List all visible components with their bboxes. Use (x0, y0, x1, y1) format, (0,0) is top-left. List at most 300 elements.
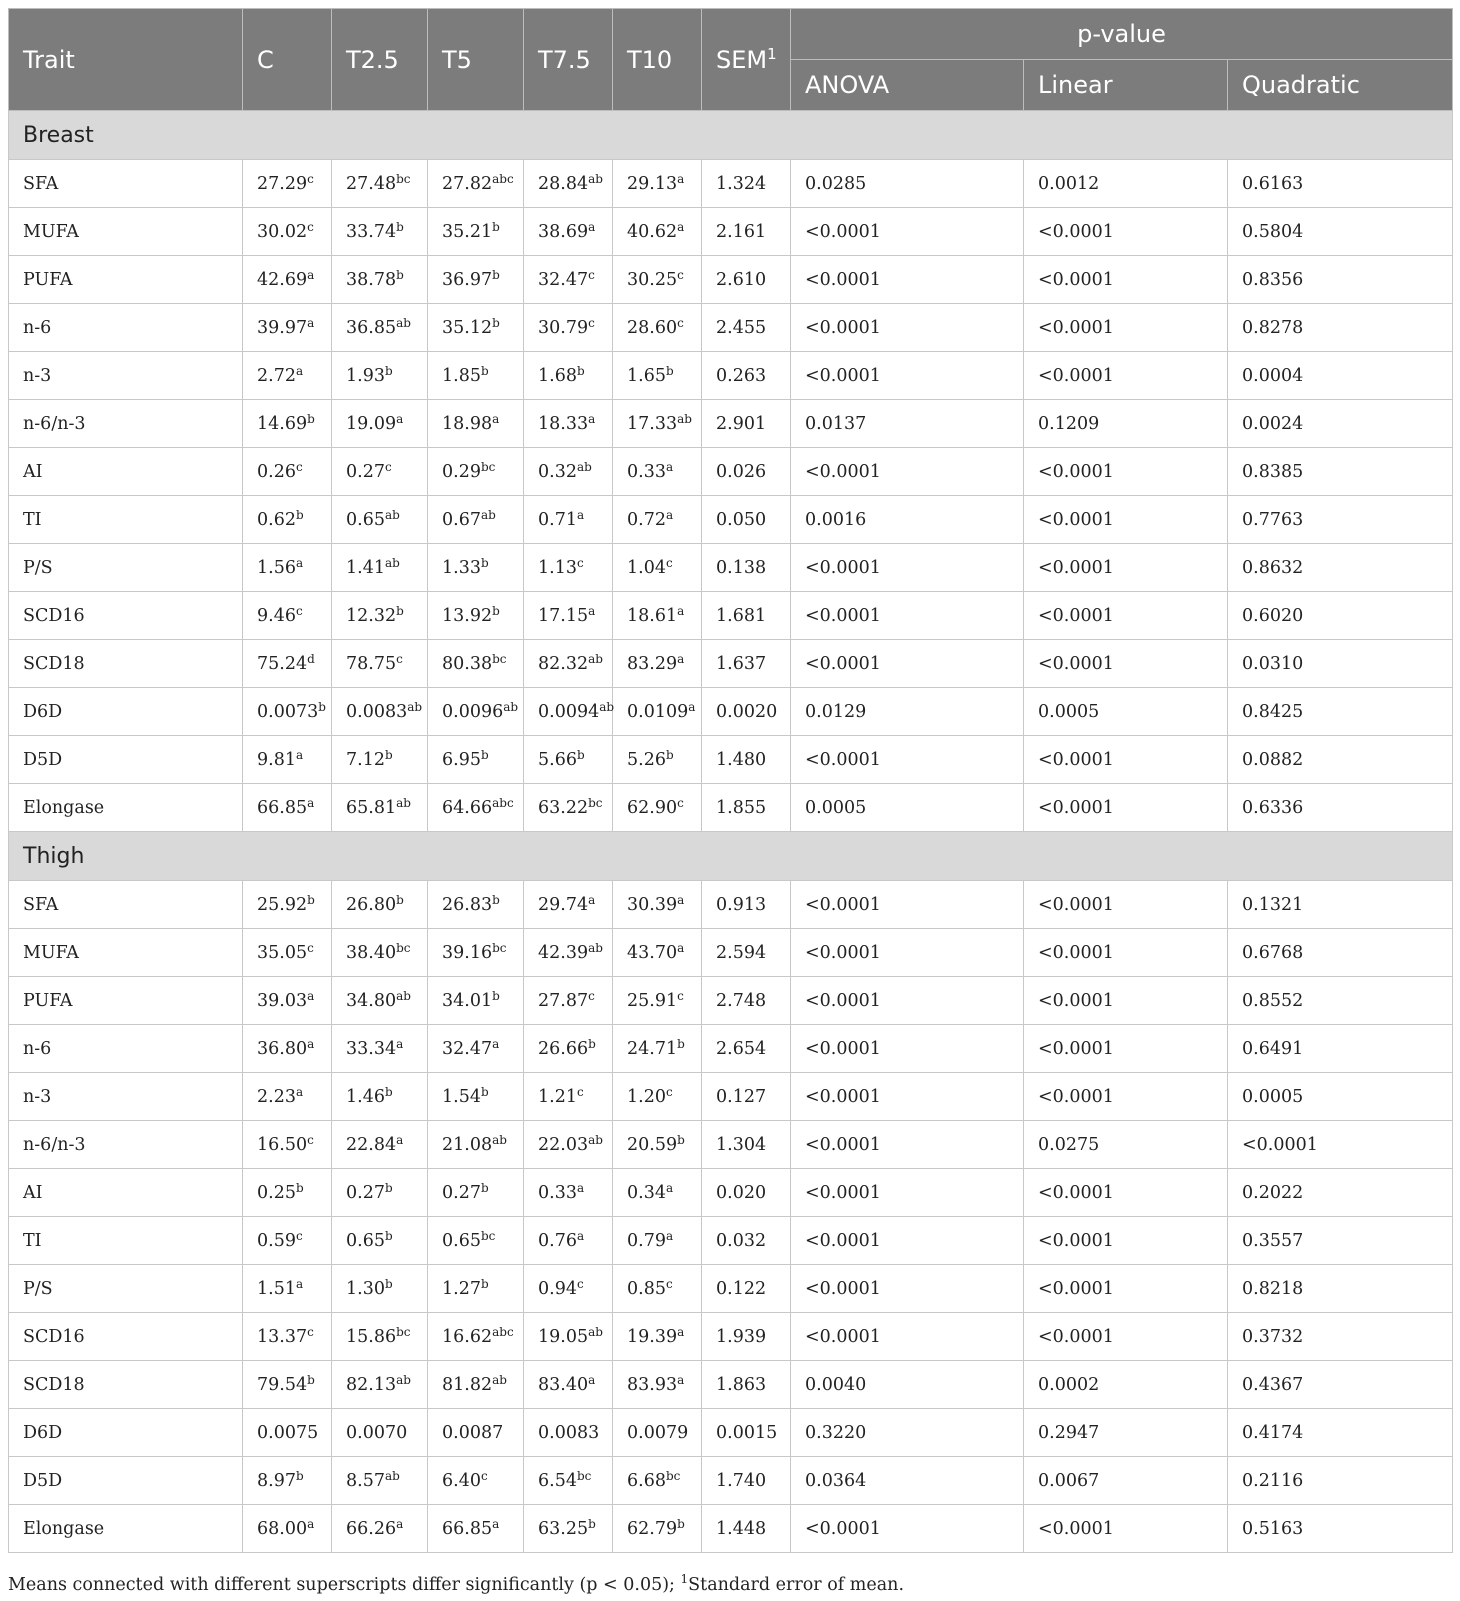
header-group-t2-5: T2.5 (332, 9, 428, 111)
anova-cell: 0.0005 (791, 784, 1024, 832)
mean-cell (428, 208, 524, 256)
significance-superscript: a (688, 699, 696, 714)
mean-value: 36.85 (346, 317, 397, 338)
mean-value: 9.46 (257, 605, 296, 626)
quadratic-cell: 0.8425 (1228, 688, 1453, 736)
mean-cell (428, 1361, 524, 1409)
significance-superscript: b (480, 363, 489, 378)
table-row (9, 1361, 1453, 1409)
table-row (9, 1457, 1453, 1505)
significance-superscript: c (588, 267, 595, 282)
anova-cell: <0.0001 (791, 544, 1024, 592)
table-row (9, 592, 1453, 640)
trait-cell: SCD16 (9, 592, 243, 640)
significance-superscript: c (665, 1276, 673, 1291)
footnote-rest: Standard error of mean. (688, 1574, 905, 1595)
linear-cell: <0.0001 (1024, 448, 1228, 496)
sem-cell: 0.032 (702, 1217, 791, 1265)
sem-cell: 1.480 (702, 736, 791, 784)
mean-cell (524, 160, 613, 208)
significance-superscript: a (396, 411, 404, 426)
mean-cell (524, 929, 613, 977)
table-row (9, 1025, 1453, 1073)
significance-superscript: c (307, 940, 314, 955)
significance-superscript: a (576, 1228, 585, 1243)
mean-cell (332, 1409, 428, 1457)
mean-value: 0.29 (442, 461, 481, 482)
mean-cell (332, 688, 428, 736)
mean-cell (243, 784, 332, 832)
mean-value: 35.05 (257, 942, 308, 963)
significance-superscript: abc (492, 171, 514, 186)
mean-cell (332, 304, 428, 352)
table-row (9, 1313, 1453, 1361)
mean-cell (243, 1457, 332, 1505)
mean-value: 0.62 (257, 509, 296, 530)
mean-cell (243, 1121, 332, 1169)
mean-cell (332, 160, 428, 208)
mean-value: 29.13 (627, 173, 678, 194)
significance-superscript: c (665, 555, 673, 570)
mean-cell (428, 352, 524, 400)
linear-cell: <0.0001 (1024, 256, 1228, 304)
mean-value: 0.34 (627, 1182, 666, 1203)
mean-cell (332, 1073, 428, 1121)
significance-superscript: b (295, 1180, 304, 1195)
mean-cell (332, 448, 428, 496)
mean-cell (613, 256, 702, 304)
trait-cell: AI (9, 448, 243, 496)
header-quadratic: Quadratic (1228, 60, 1453, 111)
mean-value: 6.95 (442, 749, 481, 770)
mean-value: 1.54 (442, 1086, 481, 1107)
mean-value: 66.85 (257, 797, 308, 818)
trait-cell: D6D (9, 1409, 243, 1457)
table-row (9, 1121, 1453, 1169)
significance-superscript: ab (588, 171, 603, 186)
mean-value: 80.38 (442, 653, 493, 674)
mean-value: 0.33 (538, 1182, 577, 1203)
anova-cell: <0.0001 (791, 592, 1024, 640)
mean-value: 40.62 (627, 221, 678, 242)
significance-superscript: a (588, 892, 596, 907)
significance-superscript: a (677, 892, 685, 907)
mean-value: 17.33 (627, 413, 678, 434)
table-row (9, 640, 1453, 688)
mean-cell (524, 640, 613, 688)
table-row (9, 1265, 1453, 1313)
mean-cell (243, 256, 332, 304)
anova-cell: <0.0001 (791, 1073, 1024, 1121)
sem-cell: 2.901 (702, 400, 791, 448)
header-group-t7-5: T7.5 (524, 9, 613, 111)
significance-superscript: a (677, 219, 685, 234)
mean-cell (524, 977, 613, 1025)
mean-cell (243, 1169, 332, 1217)
trait-cell: D5D (9, 1457, 243, 1505)
mean-value: 33.34 (346, 1038, 397, 1059)
significance-superscript: b (384, 363, 393, 378)
trait-cell: D6D (9, 688, 243, 736)
sem-cell: 1.863 (702, 1361, 791, 1409)
significance-superscript: b (480, 1084, 489, 1099)
significance-superscript: bc (396, 940, 411, 955)
mean-cell (524, 592, 613, 640)
mean-cell (243, 881, 332, 929)
significance-superscript: a (677, 171, 685, 186)
mean-value: 83.40 (538, 1374, 589, 1395)
mean-value: 0.76 (538, 1230, 577, 1251)
mean-cell (613, 929, 702, 977)
significance-superscript: ab (396, 988, 411, 1003)
mean-value: 0.26 (257, 461, 296, 482)
mean-cell (613, 688, 702, 736)
mean-value: 83.29 (627, 653, 678, 674)
sem-cell: 0.050 (702, 496, 791, 544)
mean-cell (428, 304, 524, 352)
mean-value: 26.83 (442, 894, 493, 915)
quadratic-cell: 0.1321 (1228, 881, 1453, 929)
mean-value: 9.81 (257, 749, 296, 770)
mean-value: 63.25 (538, 1518, 589, 1539)
mean-value: 16.62 (442, 1326, 493, 1347)
sem-cell: 0.122 (702, 1265, 791, 1313)
mean-value: 27.87 (538, 990, 589, 1011)
mean-cell (243, 160, 332, 208)
significance-superscript: a (677, 651, 685, 666)
mean-cell (428, 1073, 524, 1121)
significance-superscript: b (396, 267, 404, 282)
mean-cell (243, 977, 332, 1025)
mean-cell (243, 304, 332, 352)
significance-superscript: c (295, 1228, 303, 1243)
mean-cell (613, 448, 702, 496)
mean-value: 1.93 (346, 365, 385, 386)
mean-cell (524, 1217, 613, 1265)
mean-cell (524, 256, 613, 304)
mean-cell (243, 208, 332, 256)
significance-superscript: c (307, 219, 314, 234)
significance-superscript: a (492, 411, 500, 426)
linear-cell: <0.0001 (1024, 1505, 1228, 1553)
mean-value: 29.74 (538, 894, 589, 915)
mean-cell (524, 544, 613, 592)
trait-cell: SFA (9, 160, 243, 208)
header-sem-sup: 1 (767, 45, 777, 63)
mean-cell (428, 640, 524, 688)
significance-superscript: ab (396, 1372, 411, 1387)
significance-superscript: a (677, 940, 685, 955)
mean-value: 82.13 (346, 1374, 397, 1395)
sem-cell: 1.304 (702, 1121, 791, 1169)
significance-superscript: a (677, 1372, 685, 1387)
mean-value: 25.92 (257, 894, 308, 915)
mean-value: 0.0109 (627, 701, 689, 722)
significance-superscript: ab (492, 1372, 507, 1387)
significance-superscript: a (492, 1516, 500, 1531)
mean-value: 8.97 (257, 1470, 296, 1491)
trait-cell: n-3 (9, 352, 243, 400)
mean-cell (613, 208, 702, 256)
table-row (9, 977, 1453, 1025)
table-row (9, 736, 1453, 784)
mean-cell (524, 688, 613, 736)
section-row-thigh (9, 832, 1453, 881)
linear-cell: <0.0001 (1024, 784, 1228, 832)
mean-cell (332, 1457, 428, 1505)
mean-cell (613, 352, 702, 400)
significance-superscript: b (492, 219, 500, 234)
trait-cell: PUFA (9, 977, 243, 1025)
mean-cell (524, 1409, 613, 1457)
mean-value: 2.72 (257, 365, 296, 386)
mean-value: 0.94 (538, 1278, 577, 1299)
anova-cell: <0.0001 (791, 1265, 1024, 1313)
mean-cell (428, 977, 524, 1025)
trait-cell: SCD18 (9, 640, 243, 688)
mean-cell (428, 1169, 524, 1217)
mean-value: 1.27 (442, 1278, 481, 1299)
anova-cell: <0.0001 (791, 208, 1024, 256)
trait-cell: SCD16 (9, 1313, 243, 1361)
quadratic-cell: 0.0004 (1228, 352, 1453, 400)
significance-superscript: ab (384, 555, 400, 570)
sem-cell: 2.654 (702, 1025, 791, 1073)
significance-superscript: b (588, 1036, 596, 1051)
significance-superscript: bc (480, 459, 496, 474)
mean-cell (524, 304, 613, 352)
mean-cell (613, 977, 702, 1025)
mean-value: 6.40 (442, 1470, 481, 1491)
table-row (9, 1217, 1453, 1265)
mean-value: 12.32 (346, 605, 397, 626)
mean-value: 19.05 (538, 1326, 589, 1347)
significance-superscript: b (576, 747, 585, 762)
trait-cell: n-6 (9, 1025, 243, 1073)
significance-superscript: b (307, 1372, 315, 1387)
table-row (9, 1073, 1453, 1121)
mean-value: 5.66 (538, 749, 577, 770)
quadratic-cell: 0.0005 (1228, 1073, 1453, 1121)
mean-cell (332, 1313, 428, 1361)
significance-superscript: c (295, 459, 303, 474)
significance-superscript: b (492, 315, 500, 330)
mean-cell (428, 496, 524, 544)
significance-superscript: ab (677, 411, 692, 426)
mean-value: 13.37 (257, 1326, 308, 1347)
mean-value: 6.54 (538, 1470, 577, 1491)
sem-cell: 2.594 (702, 929, 791, 977)
table-row (9, 160, 1453, 208)
mean-cell (524, 1505, 613, 1553)
mean-value: 38.40 (346, 942, 397, 963)
anova-cell: 0.0364 (791, 1457, 1024, 1505)
mean-cell (243, 448, 332, 496)
mean-value: 34.01 (442, 990, 493, 1011)
mean-cell (332, 977, 428, 1025)
anova-cell: <0.0001 (791, 736, 1024, 784)
mean-value: 36.80 (257, 1038, 308, 1059)
significance-superscript: bc (576, 1468, 592, 1483)
mean-cell (428, 736, 524, 784)
mean-value: 0.27 (346, 1182, 385, 1203)
mean-value: 1.33 (442, 557, 481, 578)
mean-value: 0.65 (442, 1230, 481, 1251)
mean-cell (524, 1313, 613, 1361)
linear-cell: <0.0001 (1024, 592, 1228, 640)
mean-value: 66.26 (346, 1518, 397, 1539)
trait-cell: SFA (9, 881, 243, 929)
sem-cell: 1.681 (702, 592, 791, 640)
mean-value: 64.66 (442, 797, 493, 818)
mean-cell (613, 640, 702, 688)
mean-value: 34.80 (346, 990, 397, 1011)
mean-value: 1.13 (538, 557, 577, 578)
mean-cell (428, 448, 524, 496)
significance-superscript: b (396, 892, 404, 907)
mean-value: 0.0075 (257, 1422, 319, 1443)
header-sem-label: SEM (716, 46, 768, 74)
significance-superscript: a (665, 507, 674, 522)
sem-cell: 0.127 (702, 1073, 791, 1121)
mean-value: 30.39 (627, 894, 678, 915)
mean-value: 30.79 (538, 317, 589, 338)
mean-cell (243, 1313, 332, 1361)
mean-value: 28.84 (538, 173, 589, 194)
quadratic-cell: 0.6163 (1228, 160, 1453, 208)
quadratic-cell: 0.6491 (1228, 1025, 1453, 1073)
anova-cell: 0.0040 (791, 1361, 1024, 1409)
mean-cell (243, 1265, 332, 1313)
mean-cell (613, 1457, 702, 1505)
sem-cell: 0.026 (702, 448, 791, 496)
anova-cell: <0.0001 (791, 304, 1024, 352)
sem-cell: 0.0015 (702, 1409, 791, 1457)
anova-cell: <0.0001 (791, 1025, 1024, 1073)
mean-value: 30.02 (257, 221, 308, 242)
mean-cell (428, 1025, 524, 1073)
sem-cell: 1.637 (702, 640, 791, 688)
significance-superscript: a (396, 1516, 404, 1531)
mean-value: 35.12 (442, 317, 493, 338)
mean-value: 0.0087 (442, 1422, 504, 1443)
table-row (9, 256, 1453, 304)
significance-superscript: b (384, 1084, 393, 1099)
mean-cell (243, 1409, 332, 1457)
linear-cell: <0.0001 (1024, 1217, 1228, 1265)
mean-cell (243, 929, 332, 977)
quadratic-cell: 0.4174 (1228, 1409, 1453, 1457)
header-pvalue: p-value (791, 9, 1453, 60)
significance-superscript: ab (480, 507, 496, 522)
quadratic-cell: <0.0001 (1228, 1121, 1453, 1169)
mean-value: 2.23 (257, 1086, 296, 1107)
section-row-breast (9, 111, 1453, 160)
quadratic-cell: 0.2022 (1228, 1169, 1453, 1217)
table-row (9, 400, 1453, 448)
sem-cell: 2.610 (702, 256, 791, 304)
mean-value: 42.69 (257, 269, 308, 290)
mean-cell (243, 592, 332, 640)
header-linear: Linear (1024, 60, 1228, 111)
trait-cell: MUFA (9, 208, 243, 256)
linear-cell: 0.0067 (1024, 1457, 1228, 1505)
anova-cell: 0.0129 (791, 688, 1024, 736)
mean-value: 1.04 (627, 557, 666, 578)
table-row (9, 1409, 1453, 1457)
linear-cell: 0.0002 (1024, 1361, 1228, 1409)
linear-cell: <0.0001 (1024, 977, 1228, 1025)
mean-cell (332, 352, 428, 400)
mean-cell (524, 208, 613, 256)
mean-value: 6.68 (627, 1470, 666, 1491)
anova-cell: <0.0001 (791, 1169, 1024, 1217)
significance-superscript: b (677, 1132, 685, 1147)
mean-cell (524, 736, 613, 784)
mean-value: 65.81 (346, 797, 397, 818)
mean-cell (613, 304, 702, 352)
mean-cell (428, 1121, 524, 1169)
mean-value: 15.86 (346, 1326, 397, 1347)
mean-value: 1.30 (346, 1278, 385, 1299)
mean-value: 0.27 (346, 461, 385, 482)
mean-value: 39.97 (257, 317, 308, 338)
mean-cell (243, 640, 332, 688)
mean-cell (613, 1409, 702, 1457)
mean-cell (613, 1505, 702, 1553)
linear-cell: <0.0001 (1024, 1169, 1228, 1217)
mean-cell (524, 784, 613, 832)
mean-value: 79.54 (257, 1374, 308, 1395)
significance-superscript: ab (503, 699, 519, 714)
trait-cell: Elongase (9, 784, 243, 832)
mean-cell (613, 496, 702, 544)
mean-cell (428, 784, 524, 832)
significance-superscript: a (576, 507, 585, 522)
significance-superscript: b (588, 1516, 596, 1531)
mean-value: 82.32 (538, 653, 589, 674)
quadratic-cell: 0.0882 (1228, 736, 1453, 784)
mean-value: 5.26 (627, 749, 666, 770)
mean-cell (613, 1073, 702, 1121)
significance-superscript: ab (384, 507, 400, 522)
significance-superscript: bc (665, 1468, 681, 1483)
significance-superscript: b (480, 555, 489, 570)
significance-superscript: b (384, 1180, 393, 1195)
mean-cell (524, 881, 613, 929)
mean-value: 28.60 (627, 317, 678, 338)
mean-value: 0.59 (257, 1230, 296, 1251)
significance-superscript: a (396, 1036, 404, 1051)
mean-value: 25.91 (627, 990, 678, 1011)
significance-superscript: b (492, 603, 500, 618)
mean-value: 13.92 (442, 605, 493, 626)
mean-cell (243, 496, 332, 544)
sem-cell: 1.939 (702, 1313, 791, 1361)
sem-cell: 0.263 (702, 352, 791, 400)
mean-value: 33.74 (346, 221, 397, 242)
quadratic-cell: 0.5804 (1228, 208, 1453, 256)
significance-superscript: c (677, 267, 684, 282)
mean-value: 27.29 (257, 173, 308, 194)
significance-superscript: a (295, 363, 304, 378)
mean-value: 35.21 (442, 221, 493, 242)
mean-cell (613, 1169, 702, 1217)
mean-value: 17.15 (538, 605, 589, 626)
mean-cell (332, 544, 428, 592)
mean-value: 19.09 (346, 413, 397, 434)
significance-superscript: c (677, 988, 684, 1003)
